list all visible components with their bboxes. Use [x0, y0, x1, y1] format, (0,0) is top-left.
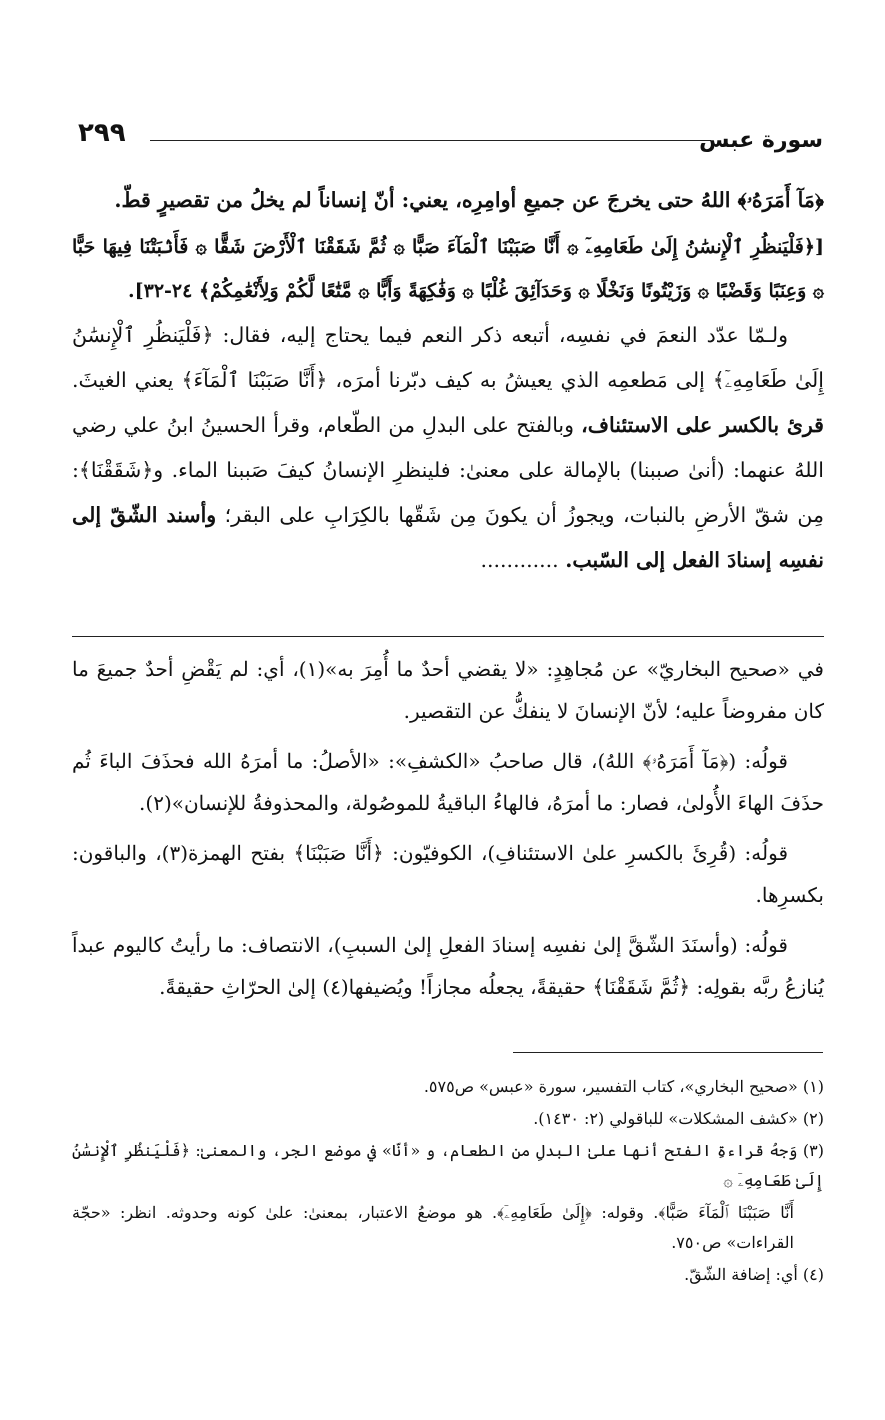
- commentary-paragraph: قولُه: (﴿مَآ أَمَرَهُۥ﴾ اللهُ)، قال صاحبُ «الكشفِ»: «الأصلُ: ما أمرَهُ الله فحذَفَ الباءَ ثُم حذَفَ الهاءَ الأُولىٰ، فصار: ما أمرَهُ، فالهاءُ الباقيةُ للموصُولة، والمحذوفةُ للإنسان»(٢).: [72, 749, 824, 815]
- commentary-paragraph: في «صحيح البخاريّ» عن مُجاهِدٍ: «لا يقضي أحدٌ ما أُمِرَ به»(١)، أي: لم يَقْضِ أحدٌ جميعَ ما كان مفروضاً عليه؛ لأنّ الإنسانَ لا ينفكُّ عن التقصير.: [72, 657, 824, 723]
- commentary: [72, 648, 824, 1016]
- main-paragraph: [72, 313, 824, 583]
- main-text: [72, 178, 824, 583]
- page-header: [78, 118, 823, 162]
- footnote: (١) «صحيح البخاري»، كتاب التفسير، سورة «عبس» ص٥٧٥.: [423, 1077, 824, 1096]
- footnotes: [72, 1072, 824, 1292]
- footnote: (٤) أي: إضافة الشّقّ.: [684, 1265, 824, 1284]
- commentary-paragraph: قولُه: (وأسنَدَ الشّقَّ إلىٰ نفسِه إسنادَ الفعلِ إلىٰ السببِ)، الانتصاف: ما رأيتُ كاليوم عبداً يُنازعُ ربَّه بقولِه: ﴿ثُمَّ شَقَقْنَا﴾ حقيقةً، يجعلُه مجازاً! ويُضيفها(٤) إلىٰ الحرّاثِ حقيقةً.: [72, 933, 824, 999]
- main-text-bold: وأسند الشّقّ إلى نفسِه إسنادَ الفعل إلى السّبب.: [72, 503, 824, 572]
- main-text-span: وبالفتح على البدلِ من الطّعام، وقرأ الحسينُ ابنُ علي رضي اللهُ عنهما: (أنىٰ صببنا) بالإمالة على معنىٰ: فلينظرِ الإنسانُ كيفَ صَببنا الماء. و﴿شَقَقْنَا﴾: مِن شقّ الأرضِ بالنبات، ويجوزُ أن يكونَ مِن شَقّها بالكِرَابِ على البقر؛: [72, 413, 824, 527]
- main-text-bold: قرئ بالكسر على الاستئناف،: [581, 413, 824, 437]
- main-line: ﴿مَآ أَمَرَهُۥ﴾ اللهُ حتى يخرجَ عن جميعِ أوامِرِه، يعني: أنّ إنساناً لم يخلُ من تقصيرٍ قطّ.: [114, 188, 824, 212]
- header-rule: [150, 140, 711, 141]
- footnote-rule: [513, 1052, 823, 1053]
- footnote: (٣) وَجهُ قراءةِ الفتح أنها علىٰ البدلِ من الطعام، و «أنّا» في موضع الجر، والمعنىٰ: ﴿فَلْيَنظُرِ ٱلْإِنسَٰنُ إِلَىٰ طَعَامِهِۦٓ ۞: [72, 1141, 824, 1190]
- commentary-paragraph: قولُه: (قُرِئَ بالكسرِ علىٰ الاستئنافِ)، الكوفيّون: ﴿أَنَّا صَبَبْنَا﴾ بفتح الهمزة(٣)، والباقون: بكسرِها.: [72, 841, 824, 907]
- quran-verses: [﴿فَلْيَنظُرِ ٱلْإِنسَٰنُ إِلَىٰ طَعَامِهِۦٓ ۞ أَنَّا صَبَبْنَا ٱلْمَآءَ صَبًّا ۞ ثُمَّ شَقَقْنَا ٱلْأَرْضَ شَقًّا ۞ فَأَنۢبَتْنَا فِيهَا حَبًّا ۞ وَعِنَبًا وَقَضْبًا ۞ وَزَيْتُونًا وَنَخْلًا ۞ وَحَدَآئِقَ غُلْبًا ۞ وَفَٰكِهَةً وَأَبًّا ۞ مَّتَٰعًا لَّكُمْ وَلِأَنْعَٰمِكُمْ﴾ ٢٤-٣٢].: [72, 236, 824, 302]
- dotted-leader: ............: [480, 548, 559, 572]
- section-divider: [72, 636, 824, 637]
- page-number: ٢٩٩: [78, 118, 126, 148]
- footnote: (٢) «كشف المشكلات» للباقولي (٢: ١٤٣٠).: [533, 1109, 824, 1128]
- sura-title: سورة عبس: [699, 128, 823, 153]
- main-text-span: ولـمّا عدّد النعمَ في نفسِه، أتبعه ذكر النعم فيما يحتاج إليه، فقال: ﴿فَلْيَنظُرِ ٱلْإِنسَٰنُ إِلَىٰ طَعَامِهِۦٓ﴾ إلى مَطعمِه الذي يعيشُ به كيف دبّرنا أمرَه، ﴿أَنَّا صَبَبْنَا ٱلْمَآءَ﴾ يعني الغيثَ.: [72, 323, 824, 392]
- footnote-continuation: أَنَّا صَبَبْنَا ٱلْمَآءَ صَبًّا﴾. وقوله: ﴿إِلَىٰ طَعَامِهِۦٓ﴾. هو موضعُ الاعتبار، بمعنىٰ: علىٰ كونه وحدوثه. انظر: «حجّة القراءات» ص٧٥٠.: [72, 1203, 794, 1252]
